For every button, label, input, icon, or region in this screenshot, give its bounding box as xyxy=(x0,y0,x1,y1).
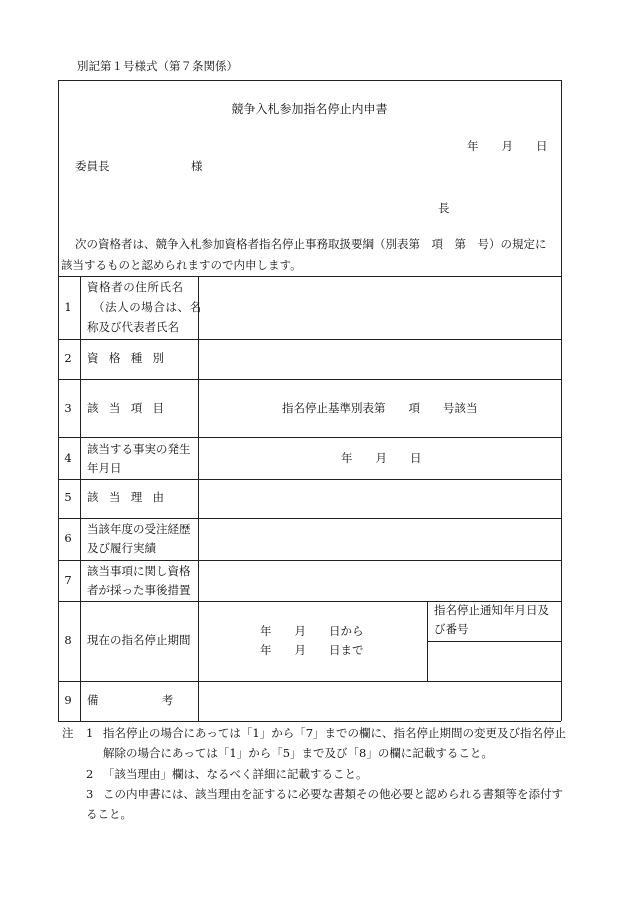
note-number: 1 xyxy=(86,726,94,740)
date-line: 年 月 日 xyxy=(467,139,548,153)
row-number: 6 xyxy=(64,531,72,545)
notice-header: び番号 xyxy=(434,622,469,636)
form-number-label: 別記第１号様式（第７条関係） xyxy=(77,59,238,73)
note-number: 2 xyxy=(86,767,94,781)
notice-header: 指名停止通知年月日及 xyxy=(434,603,549,617)
row-label: 当該年度の受注経歴 xyxy=(87,522,191,536)
row-label: 者が採った事後措置 xyxy=(87,583,191,597)
notes-prefix: 注 xyxy=(62,726,74,740)
row-label: 該当事項に関し資格 xyxy=(87,564,191,578)
note-text: この内申書には、該当理由を証するに必要な書類その他必要と認められる書類等を添付す xyxy=(103,787,563,801)
row-number: 4 xyxy=(64,451,72,465)
row-number: 8 xyxy=(64,633,72,647)
row-label: 資格者の住所氏名 xyxy=(87,280,184,294)
row-label: 及び履行実績 xyxy=(87,541,156,555)
row-label: （法人の場合は、名 xyxy=(93,300,202,314)
note-text: 指名停止の場合にあっては「1」から「7」までの欄に、指名停止期間の変更及び指名停止 xyxy=(103,726,567,740)
row-number: 9 xyxy=(64,693,72,707)
row-number: 7 xyxy=(64,573,72,587)
row-label: 現在の指名停止期間 xyxy=(87,633,191,647)
row-number: 2 xyxy=(64,351,72,365)
row-label: 資格種別 xyxy=(87,351,175,365)
note-text: 解除の場合にあっては「1」から「5」まで及び「8」の欄に記載すること。 xyxy=(103,746,493,760)
row-value: 指名停止基準別表第 項 号該当 xyxy=(282,401,478,415)
intro-line-2: 該当するものと認められますので内申します。 xyxy=(61,258,302,272)
row-label: 年月日 xyxy=(87,461,122,475)
period-from: 年 月 日から xyxy=(260,624,364,638)
period-to: 年 月 日まで xyxy=(260,643,364,657)
row-label: 該当項目 xyxy=(87,401,175,415)
addressee: 委員長 xyxy=(75,159,110,173)
row-number: 3 xyxy=(64,401,72,415)
intro-line-1: 次の資格者は、競争入札参加資格者指名停止事務取扱要綱（別表第 項 第 号）の規定に xyxy=(75,237,547,251)
note-text: 「該当理由」欄は、なるべく詳細に記載すること。 xyxy=(103,767,368,781)
note-number: 3 xyxy=(86,787,94,801)
row-label: 備考 xyxy=(87,693,237,707)
row-label: 該当する事実の発生 xyxy=(87,442,191,456)
row-label: 該当理由 xyxy=(87,490,175,504)
row-number: 1 xyxy=(64,300,72,314)
row-number: 5 xyxy=(64,490,72,504)
document-title: 競争入札参加指名停止内申書 xyxy=(231,102,388,116)
honorific: 様 xyxy=(191,159,203,173)
sender-title: 長 xyxy=(438,201,450,215)
row-label: 称及び代表者氏名 xyxy=(87,320,179,334)
note-text: ること。 xyxy=(86,807,132,821)
row-value: 年 月 日 xyxy=(341,451,422,465)
